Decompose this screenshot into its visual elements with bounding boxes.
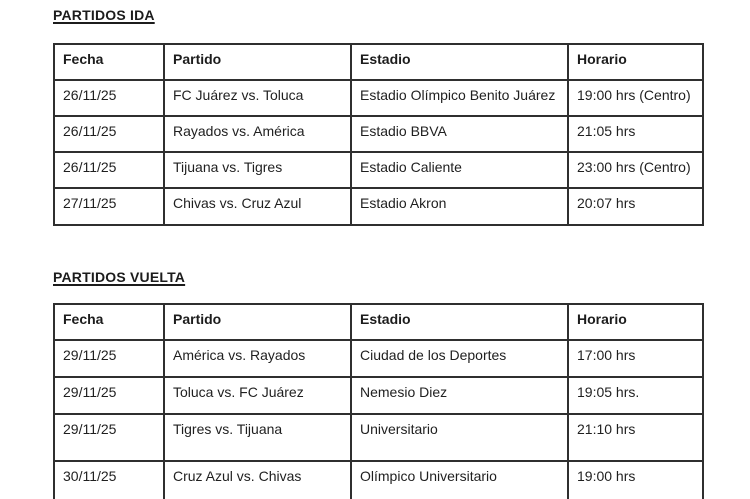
cell-estadio: Ciudad de los Deportes bbox=[351, 340, 568, 377]
cell-partido: Chivas vs. Cruz Azul bbox=[164, 188, 351, 225]
cell-partido: Tigres vs. Tijuana bbox=[164, 414, 351, 461]
table-partidos-vuelta bbox=[53, 303, 704, 499]
cell-fecha: 26/11/25 bbox=[54, 80, 164, 116]
cell-fecha: 27/11/25 bbox=[54, 188, 164, 225]
cell-estadio: Estadio Akron bbox=[351, 188, 568, 225]
table-row bbox=[54, 80, 703, 116]
cell-horario: 23:00 hrs (Centro) bbox=[568, 152, 703, 188]
column-header-horario: Horario bbox=[568, 44, 703, 80]
cell-partido: FC Juárez vs. Toluca bbox=[164, 80, 351, 116]
column-header-estadio: Estadio bbox=[351, 304, 568, 340]
column-header-estadio: Estadio bbox=[351, 44, 568, 80]
cell-horario: 19:00 hrs bbox=[568, 461, 703, 499]
cell-estadio: Estadio BBVA bbox=[351, 116, 568, 152]
cell-partido: Cruz Azul vs. Chivas bbox=[164, 461, 351, 499]
cell-estadio: Estadio Caliente bbox=[351, 152, 568, 188]
cell-fecha: 29/11/25 bbox=[54, 414, 164, 461]
cell-estadio: Nemesio Diez bbox=[351, 377, 568, 414]
table-row bbox=[54, 340, 703, 377]
cell-estadio: Estadio Olímpico Benito Juárez bbox=[351, 80, 568, 116]
column-header-partido: Partido bbox=[164, 304, 351, 340]
column-header-fecha: Fecha bbox=[54, 44, 164, 80]
table-header-row bbox=[54, 304, 703, 340]
table-header-row bbox=[54, 44, 703, 80]
cell-horario: 19:05 hrs. bbox=[568, 377, 703, 414]
cell-horario: 19:00 hrs (Centro) bbox=[568, 80, 703, 116]
table-row bbox=[54, 116, 703, 152]
section-title-partidos-vuelta: PARTIDOS VUELTA bbox=[53, 269, 186, 285]
cell-horario: 17:00 hrs bbox=[568, 340, 703, 377]
cell-partido: América vs. Rayados bbox=[164, 340, 351, 377]
cell-partido: Rayados vs. América bbox=[164, 116, 351, 152]
column-header-horario: Horario bbox=[568, 304, 703, 340]
table-partidos-ida bbox=[53, 43, 704, 226]
cell-estadio: Universitario bbox=[351, 414, 568, 461]
cell-horario: 21:10 hrs bbox=[568, 414, 703, 461]
cell-fecha: 29/11/25 bbox=[54, 377, 164, 414]
column-header-fecha: Fecha bbox=[54, 304, 164, 340]
section-title-partidos-ida: PARTIDOS IDA bbox=[53, 7, 155, 23]
table-row bbox=[54, 414, 703, 461]
cell-partido: Toluca vs. FC Juárez bbox=[164, 377, 351, 414]
cell-fecha: 26/11/25 bbox=[54, 152, 164, 188]
cell-horario: 20:07 hrs bbox=[568, 188, 703, 225]
cell-fecha: 30/11/25 bbox=[54, 461, 164, 499]
column-header-partido: Partido bbox=[164, 44, 351, 80]
cell-fecha: 26/11/25 bbox=[54, 116, 164, 152]
table-row bbox=[54, 188, 703, 225]
cell-fecha: 29/11/25 bbox=[54, 340, 164, 377]
table-row bbox=[54, 377, 703, 414]
cell-estadio: Olímpico Universitario bbox=[351, 461, 568, 499]
table-row bbox=[54, 152, 703, 188]
cell-horario: 21:05 hrs bbox=[568, 116, 703, 152]
table-row bbox=[54, 461, 703, 499]
cell-partido: Tijuana vs. Tigres bbox=[164, 152, 351, 188]
